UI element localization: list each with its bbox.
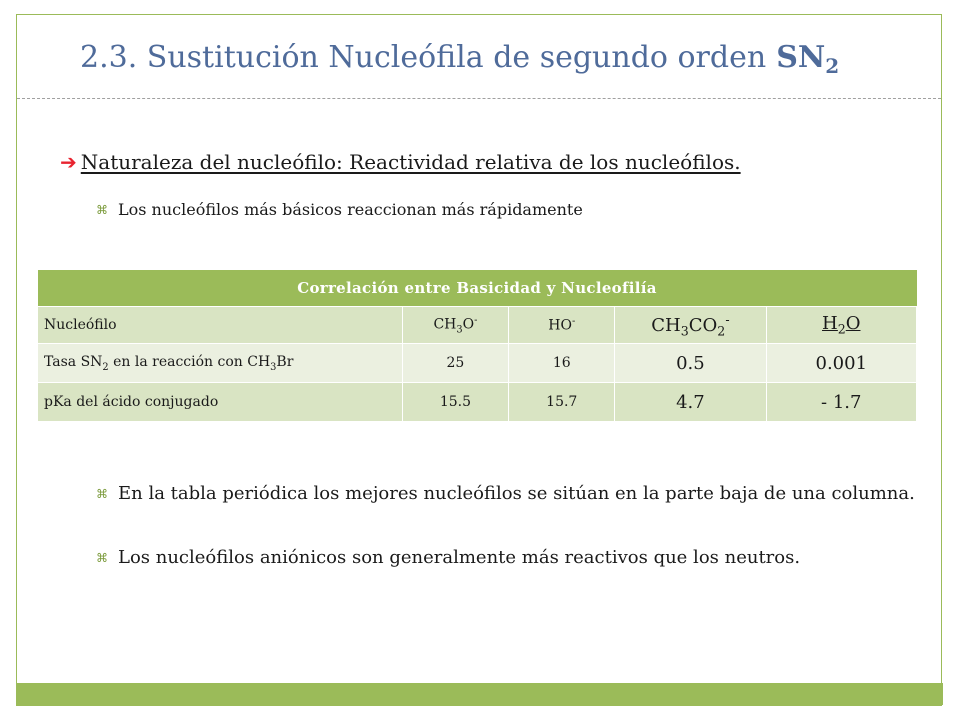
title-divider: [17, 98, 941, 99]
table-cell: 16: [509, 344, 615, 383]
table-cell: 15.7: [509, 383, 615, 422]
bullet-icon: ⌘: [96, 551, 108, 565]
nucleophile-acetate: $CH_3CO_2^-$: [615, 307, 766, 344]
nucleophile-water: $H_2O$: [766, 307, 916, 344]
row-label: Tasa $SN_2$ en la reacción con $CH_3Br$: [38, 344, 403, 383]
table-caption: Correlación entre Basicidad y Nucleofilía: [38, 270, 917, 307]
slide-title: 2.3. Sustitución Nucleófila de segundo orden $SN_2$: [80, 40, 840, 78]
section-heading: ➔ Naturaleza del nucleófilo: Reactividad relativa de los nucleófilos.: [60, 150, 741, 174]
row-label: Nucleófilo: [38, 307, 403, 344]
sn2-label: $SN_2$: [776, 40, 840, 78]
nucleophile-hydroxide: HO-: [509, 307, 615, 344]
nucleophile-table: [37, 270, 917, 422]
bullet-basicity: ⌘ Los nucleófilos más básicos reaccionan más rápidamente: [118, 196, 583, 224]
table-cell: 25: [402, 344, 509, 383]
table-row: [38, 307, 917, 344]
table-cell: - 1.7: [766, 383, 916, 422]
bullet-anionic: ⌘ Los nucleófilos aniónicos son generalmente más reactivos que los neutros.: [118, 544, 800, 572]
row-label: pKa del ácido conjugado: [38, 383, 403, 422]
table-cell: 0.001: [766, 344, 916, 383]
table-cell: 0.5: [615, 344, 766, 383]
arrow-icon: ➔: [60, 150, 77, 174]
bullet-periodic-table: ⌘ En la tabla periódica los mejores nucleófilos se sitúan en la parte baja de una columna.: [118, 480, 938, 508]
footer-bar: [17, 683, 943, 705]
nucleophile-methoxide: $CH_3O^-$: [402, 307, 509, 344]
table-cell: 4.7: [615, 383, 766, 422]
bullet-icon: ⌘: [96, 203, 108, 217]
table-row: [38, 344, 917, 383]
table-cell: 15.5: [402, 383, 509, 422]
table-row: [38, 383, 917, 422]
bullet-icon: ⌘: [96, 487, 108, 501]
